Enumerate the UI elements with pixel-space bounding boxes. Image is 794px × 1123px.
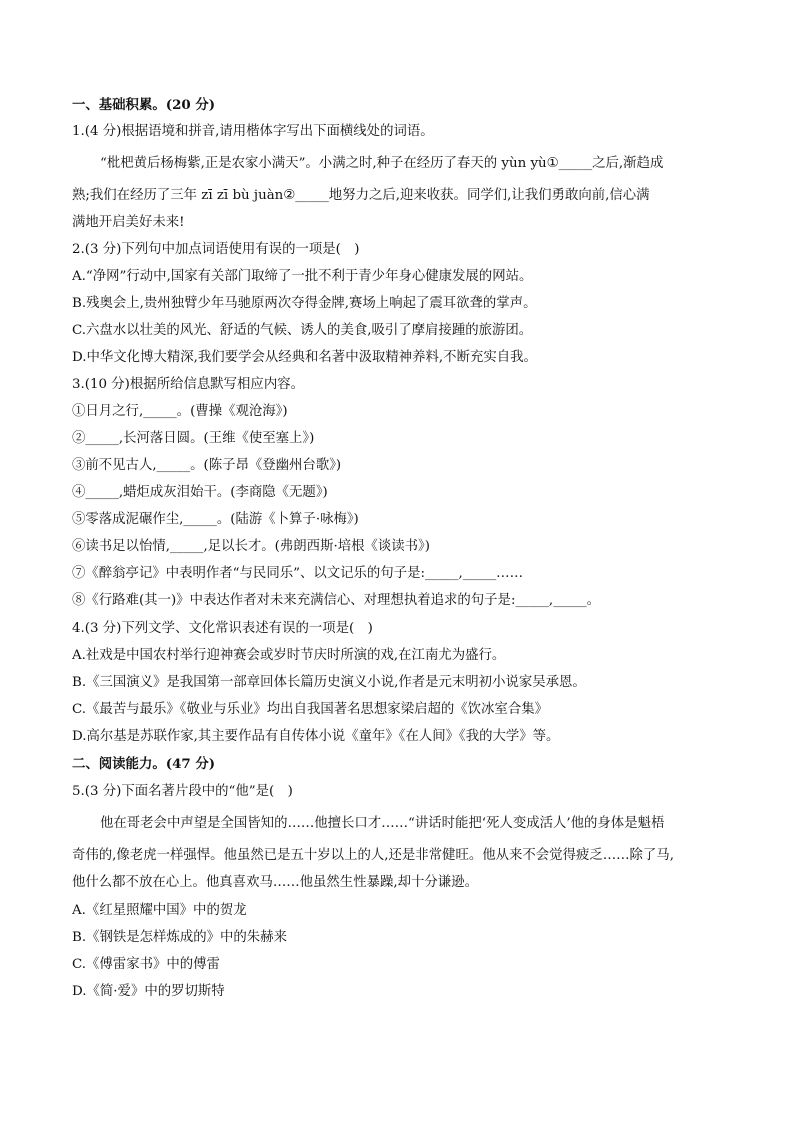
recitation-item: ④_____,蜡炬成灰泪始干。(李商隐《无题》) xyxy=(72,485,328,500)
question-1-passage: “枇杷黄后杨梅紫,正是农家小满天”。小满之时,种子在经历了春天的 yùn yù①_____之后,渐趋成 xyxy=(100,156,664,171)
question-4-title: 4.(3 分)下列文学、文化常识表述有误的一项是( ) xyxy=(72,621,373,636)
recitation-item: ⑤零落成泥碾作尘,_____。(陆游《卜算子·咏梅》) xyxy=(72,512,359,527)
option-b: B.《三国演义》是我国第一部章回体长篇历史演义小说,作者是元末明初小说家吴承恩。 xyxy=(72,675,586,690)
section-heading-1: 一、基础积累。(20 分) xyxy=(72,97,216,113)
option-b: B.残奥会上,贵州独臂少年马驰原两次夺得金牌,赛场上响起了震耳欲聋的掌声。 xyxy=(72,296,537,311)
option-c: C.六盘水以壮美的风光、舒适的气候、诱人的美食,吸引了摩肩接踵的旅游团。 xyxy=(72,323,533,338)
option-b: B.《钢铁是怎样炼成的》中的朱赫来 xyxy=(72,930,287,945)
question-5-excerpt: 奇伟的,像老虎一样强悍。他虽然已是五十岁以上的人,还是非常健旺。他从来不会觉得疲乏……除了马, xyxy=(72,848,674,863)
option-a: A.社戏是中国农村举行迎神赛会或岁时节庆时所演的戏,在江南尤为盛行。 xyxy=(72,648,506,663)
question-5-excerpt: 他在哥老会中声望是全国皆知的……他擅长口才……“讲话时能把‘死人变成活人’他的身体是魁梧 xyxy=(100,816,665,831)
recitation-item: ⑦《醉翁亭记》中表明作者“与民同乐”、以文记乐的句子是:_____,_____…… xyxy=(72,566,523,581)
recitation-item: ⑧《行路难(其一)》中表达作者对未来充满信心、对理想执着追求的句子是:_____,_____。 xyxy=(72,593,601,608)
question-5-title: 5.(3 分)下面名著片段中的“他”是( ) xyxy=(72,784,293,799)
question-1-passage: 满地开启美好未来! xyxy=(72,215,185,230)
question-5-excerpt: 他什么都不放在心上。他真喜欢马……他虽然生性暴躁,却十分谦逊。 xyxy=(72,875,478,890)
recitation-item: ③前不见古人,_____。(陈子昂《登幽州台歌》) xyxy=(72,458,342,473)
question-2-title: 2.(3 分)下列句中加点词语使用有误的一项是( ) xyxy=(72,242,360,257)
option-a: A.“净网”行动中,国家有关部门取缔了一批不利于青少年身心健康发展的网站。 xyxy=(72,269,533,284)
question-1-passage: 熟;我们在经历了三年 zī zī bù juàn②_____地努力之后,迎来收获。同学们,让我们勇敢向前,信心满 xyxy=(72,188,650,203)
option-c: C.《最苦与最乐》《敬业与乐业》均出自我国著名思想家梁启超的《饮冰室合集》 xyxy=(72,702,548,717)
option-d: D.中华文化博大精深,我们要学会从经典和名著中汲取精神养料,不断充实自我。 xyxy=(72,350,537,365)
section-heading-2: 二、阅读能力。(47 分) xyxy=(72,756,216,772)
recitation-item: ⑥读书足以怡情,_____,足以长才。(弗朗西斯·培根《谈读书》) xyxy=(72,539,430,554)
recitation-item: ②_____,长河落日圆。(王维《使至塞上》) xyxy=(72,431,315,446)
recitation-item: ①日月之行,_____。(曹操《观沧海》) xyxy=(72,404,288,419)
option-c: C.《傅雷家书》中的傅雷 xyxy=(72,957,220,972)
option-d: D.高尔基是苏联作家,其主要作品有自传体小说《童年》《在人间》《我的大学》等。 xyxy=(72,729,560,744)
question-3-title: 3.(10 分)根据所给信息默写相应内容。 xyxy=(72,377,304,392)
question-1-title: 1.(4 分)根据语境和拼音,请用楷体字写出下面横线处的词语。 xyxy=(72,124,434,139)
option-d: D.《简·爱》中的罗切斯特 xyxy=(72,984,225,999)
option-a: A.《红星照耀中国》中的贺龙 xyxy=(72,903,247,918)
